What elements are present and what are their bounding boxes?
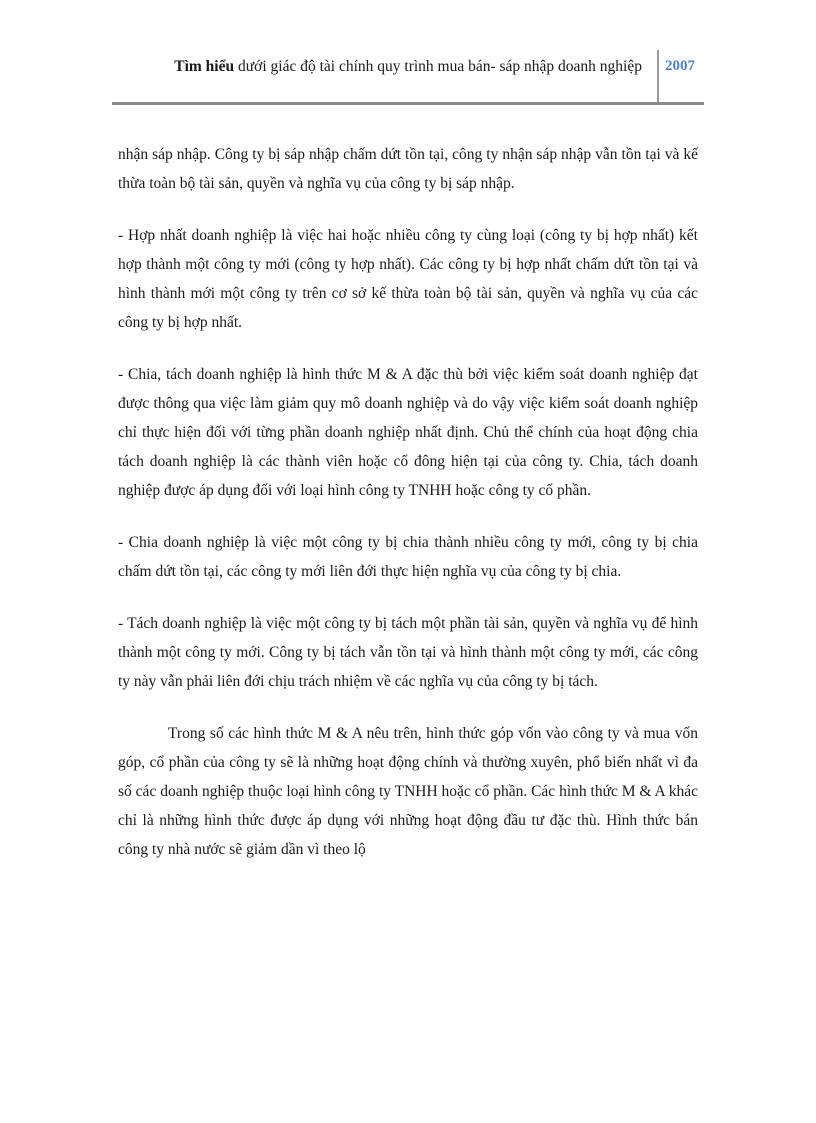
page-header xyxy=(112,50,704,104)
header-rule xyxy=(112,102,704,105)
paragraph-separation: - Tách doanh nghiệp là việc một công ty bị tách một phần tài sản, quyền và nghĩa vụ để hình thành một công ty mới. Công ty bị tách vẫn tồn tại và hình thành một công ty mới, các công ty này vẫn phải liên đới chịu trách nhiệm về các nghĩa vụ của công ty bị tách. xyxy=(118,615,698,690)
paragraph-summary: Trong số các hình thức M & A nêu trên, hình thức góp vốn vào công ty và mua vốn góp, cổ phần của công ty sẽ là những hoạt động chính và thường xuyên, phổ biến nhất vì đa số các doanh nghiệp thuộc loại hình công ty TNHH hoặc cổ phần. Các hình thức M & A khác chỉ là những hình thức được áp dụng với những hoạt động đầu tư đặc thù. Hình thức bán công ty nhà nước sẽ giảm dần vì theo lộ xyxy=(118,725,698,858)
header-divider xyxy=(657,50,659,102)
header-title xyxy=(174,58,642,76)
header-year: 2007 xyxy=(665,58,695,74)
paragraph-merger-continued: nhận sáp nhập. Công ty bị sáp nhập chấm dứt tồn tại, công ty nhận sáp nhập vẫn tồn tại và kế thừa toàn bộ tài sản, quyền và nghĩa vụ của công ty bị sáp nhập. xyxy=(118,146,698,192)
document-body xyxy=(118,140,698,887)
paragraph-split-separation: - Chia, tách doanh nghiệp là hình thức M & A đặc thù bởi việc kiểm soát doanh nghiệp đạt được thông qua việc làm giảm quy mô doanh nghiệp và do vậy việc kiểm soát doanh nghiệp chỉ thực hiện đối với từng phần doanh nghiệp nhất định. Chủ thể chính của hoạt động chia tách doanh nghiệp là các thành viên hoặc cổ đông hiện tại của công ty. Chia, tách doanh nghiệp được áp dụng đối với loại hình công ty TNHH hoặc công ty cổ phần. xyxy=(118,366,698,499)
header-title-bold: Tìm hiểu xyxy=(174,58,235,75)
paragraph-consolidation: - Hợp nhất doanh nghiệp là việc hai hoặc nhiều công ty cùng loại (công ty bị hợp nhất) kết hợp thành một công ty mới (công ty hợp nhất). Các công ty bị hợp nhất chấm dứt tồn tại và hình thành mới một công ty trên cơ sở kế thừa toàn bộ tài sản, quyền và nghĩa vụ của các công ty bị hợp nhất. xyxy=(118,227,698,331)
header-title-rest: dưới giác độ tài chính quy trình mua bán- sáp nhập doanh nghiệp xyxy=(234,58,642,75)
paragraph-division: - Chia doanh nghiệp là việc một công ty bị chia thành nhiều công ty mới, công ty bị chia chấm dứt tồn tại, các công ty mới liên đới thực hiện nghĩa vụ của công ty bị chia. xyxy=(118,534,698,580)
